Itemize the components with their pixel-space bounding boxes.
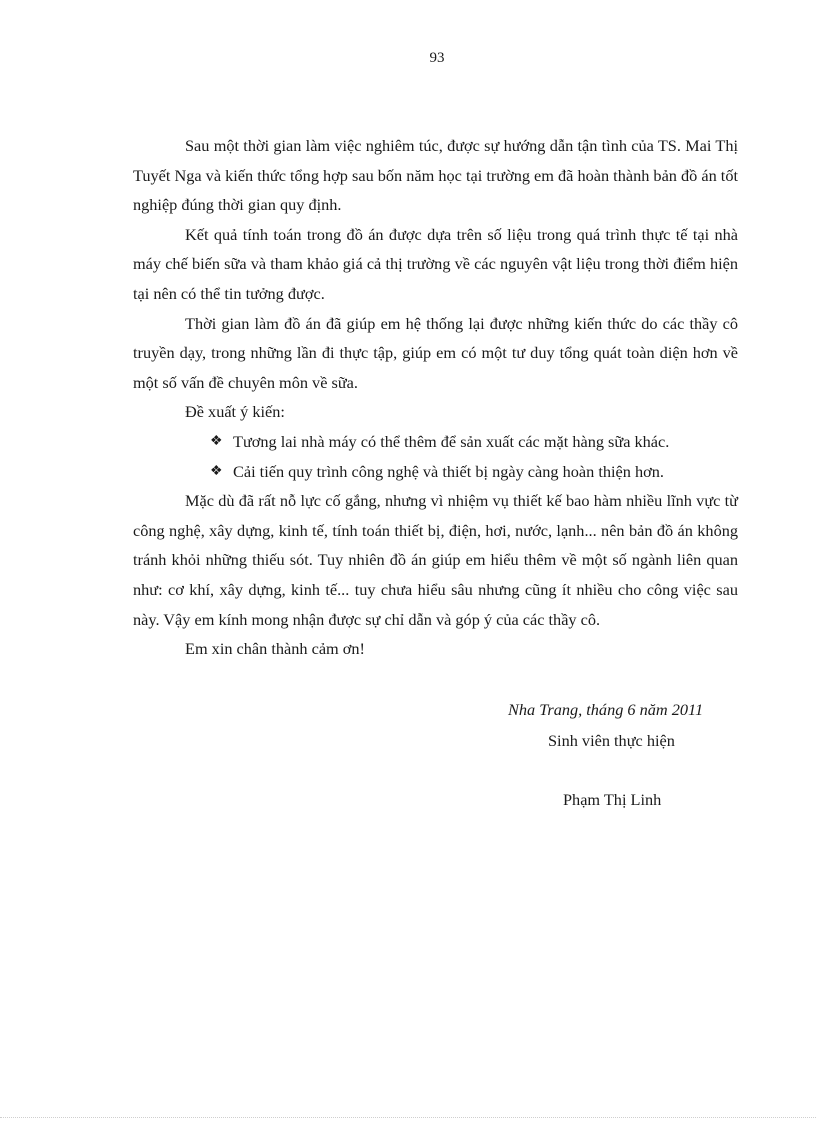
- paragraph-thanks: Em xin chân thành cảm ơn!: [185, 639, 365, 659]
- signature-place-date: Nha Trang, tháng 6 năm 2011: [508, 700, 704, 719]
- paragraph-experience: Thời gian làm đồ án đã giúp em hệ thống lại được những kiến thức do các thầy cô truyền dạy, trong những lần đi thực tập, giúp em có một tư duy tổng quát toàn diện hơn về một số vấn đề chuyên môn về sữa.: [133, 313, 738, 392]
- diamond-bullet-icon: ❖: [210, 433, 223, 449]
- list-item: [133, 427, 738, 457]
- signature-role: Sinh viên thực hiện: [548, 731, 675, 750]
- document-body: [133, 131, 738, 664]
- signature-name: Phạm Thị Linh: [563, 790, 662, 809]
- list-item-text: Tương lai nhà máy có thể thêm để sản xuất các mặt hàng sữa khác.: [233, 431, 670, 451]
- paragraph-results: Kết quả tính toán trong đồ án được dựa trên số liệu trong quá trình thực tế tại nhà máy chế biến sữa và tham khảo giá cả thị trường về các nguyên vật liệu trong thời điểm hiện tại nên có thể tin tưởng được.: [133, 224, 738, 303]
- page-bottom-divider: [0, 1117, 816, 1118]
- paragraph-intro: Sau một thời gian làm việc nghiêm túc, được sự hướng dẫn tận tình của TS. Mai Thị Tuyết Nga và kiến thức tổng hợp sau bốn năm học tại trường em đã hoàn thành bản đồ án tốt nghiệp đúng thời gian quy định.: [133, 136, 738, 215]
- paragraph-closing: Mặc dù đã rất nỗ lực cố gắng, nhưng vì nhiệm vụ thiết kế bao hàm nhiều lĩnh vực từ công nghệ, xây dựng, kinh tế, tính toán thiết bị, điện, hơi, nước, lạnh... nên bản đồ án không tránh khỏi những thiếu sót. Tuy nhiên đồ án giúp em hiểu thêm về một số ngành liên quan như: cơ khí, xây dựng, kinh tế... tuy chưa hiểu sâu nhưng cũng ít nhiều cho công việc sau này. Vậy em kính mong nhận được sự chỉ dẫn và góp ý của các thầy cô.: [133, 491, 738, 629]
- proposal-list: [133, 427, 738, 486]
- list-item: [133, 457, 738, 487]
- list-item-text: Cải tiến quy trình công nghệ và thiết bị ngày càng hoàn thiện hơn.: [233, 461, 664, 481]
- page-number: 93: [429, 50, 445, 66]
- diamond-bullet-icon: ❖: [210, 463, 223, 479]
- paragraph-proposal-heading: Đề xuất ý kiến:: [185, 402, 285, 422]
